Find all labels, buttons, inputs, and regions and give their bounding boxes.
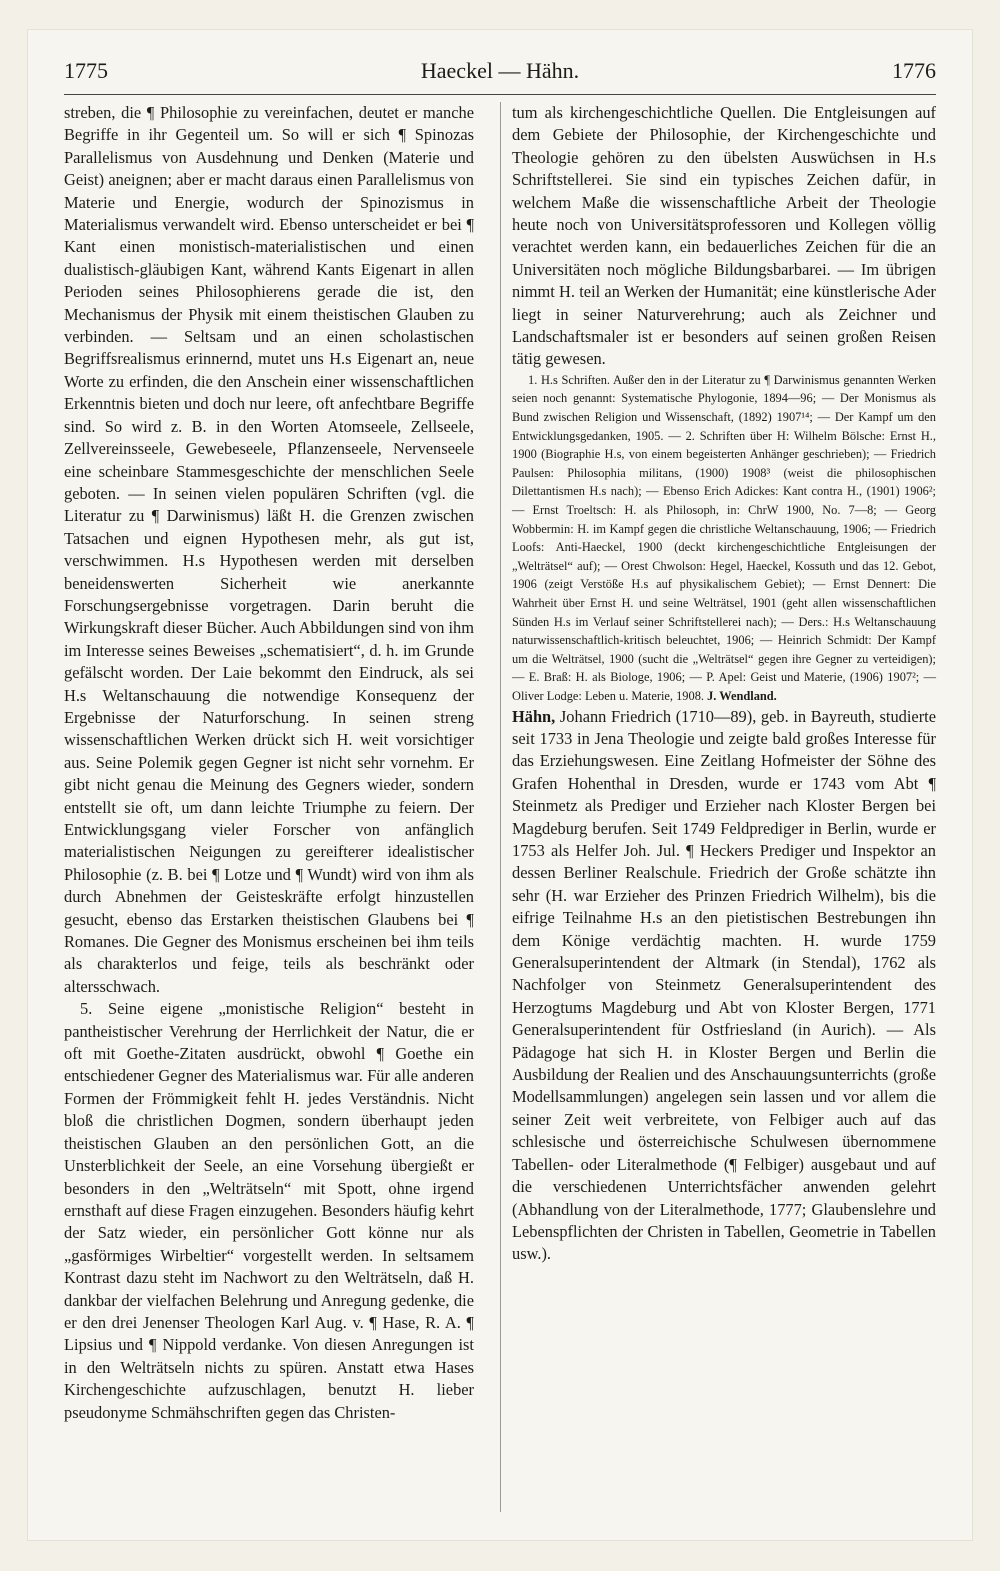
running-title: Haeckel — Hähn.: [420, 58, 580, 83]
right-paragraph-1: tum als kirchengeschichtliche Quellen. Die Entgleisungen auf dem Gebiete der Philosophie, der Kirchengeschichte und Theologie gehören zu den übelsten Auswüchsen in H.s Schriftstellerei. Sie sind ein typisches Zeichen dafür, in welchem Maße die wissenschaftliche Arbeit der Theologie heute noch von Universitätsprofessoren und Kollegen völlig verachtet werden kann, ein bedauerliches Zeichen für die an Universitäten noch mögliche Bildungsbarbarei. — Im übrigen nimmt H. teil an Werken der Humanität; eine künstlerische Ader liegt in seiner Naturverehrung; auch als Zeichner und Landschaftsmaler ist er besonders auf seinen großen Reisen tätig gewesen.: [512, 103, 936, 369]
entry-headword: Hähn,: [512, 706, 556, 726]
page-header: [64, 58, 936, 98]
page-number-right: 1776: [892, 58, 936, 83]
header-rule: [64, 94, 936, 95]
literature-section: [512, 371, 936, 706]
document-page: [28, 30, 972, 1540]
entry-haehn: [512, 706, 936, 1266]
page-number-left: 1775: [64, 58, 108, 83]
left-column: [64, 102, 474, 1424]
entry-text: Johann Friedrich (1710—89), geb. in Bayreuth, studierte seit 1733 in Jena Theologie und zeigte bald großes Interesse für das Erziehungswesen. Eine Zeitlang Hofmeister der Söhne des Grafen Hohenthal in Dresden, wurde er 1743 vom Abt ¶ Steinmetz als Prediger und Erzieher nach Kloster Bergen bei Magdeburg berufen. Seit 1749 Feldprediger in Berlin, wurde er 1753 als Helfer Joh. Jul. ¶ Heckers Prediger und Inspektor an dessen Berliner Realschule. Friedrich der Große schätzte ihn sehr (H. war Erzieher des Prinzen Friedrich Wilhelm), bis die eifrige Teilnahme H.s an den pietistischen Bestrebungen ihn dem Könige verdächtig machten. H. wurde 1759 Generalsuperintendent der Altmark (in Stendal), 1762 als Nachfolger von Steinmetz Generalsuperintendent des Herzogtums Magdeburg und Abt von Kloster Bergen, 1771 Generalsuperintendent für Ostfriesland (in Aurich). — Als Pädagoge hat sich H. in Kloster Bergen und Berlin die Ausbildung der Realien und des Anschauungsunterrichts (große Modellsammlungen) angelegen sein lassen und vor allem die seiner Zeit weit verbreitete, von Felbiger auch auf das schlesische und österreichische Schulwesen übernommene Tabellen- oder Literalmethode (¶ Felbiger) ausgebaut und auf die verschiedenen Unterrichtsfächer anwenden gelehrt (Abhandlung von der Literalmethode, 1777; Glaubenslehre und Lebenspflichten der Christen in Tabellen, Geometrie in Tabellen usw.).: [512, 706, 936, 1264]
author-signature: J. Wendland.: [707, 688, 777, 703]
literature-text: 1. H.s Schriften. Außer den in der Literatur zu ¶ Darwinismus genannten Werken seien noch genannt: Systematische Phylogonie, 1894—96; — Der Monismus als Bund zwischen Religion und Wissenschaft, (1892) 1907¹⁴; — Der Kampf um den Entwicklungsgedanken, 1905. — 2. Schriften über H: Wilhelm Bölsche: Ernst H., 1900 (Biographie H.s, von einem begeisterten Anhänger geschrieben); — Friedrich Paulsen: Philosophia militans, (1900) 1908³ (weist die philosophischen Dilettantismen H.s nach); — Ebenso Erich Adickes: Kant contra H., (1901) 1906²; — Ernst Troeltsch: H. als Philosoph, in: ChrW 1900, No. 7—8; — Georg Wobbermin: H. im Kampf gegen die christliche Weltanschauung, 1906; — Friedrich Loofs: Anti-Haeckel, 1900 (deckt kirchengeschichtliche Entgleisungen der „Welträtsel“ auf); — Orest Chwolson: Hegel, Haeckel, Kossuth und das 12. Gebot, 1906 (zeigt Verstöße H.s auf physikalischem Gebiet); — Ernst Dennert: Die Wahrheit über Ernst H. und seine Welträtsel, 1901 (geht allen wissenschaftlichen Sünden H.s im Verlauf seiner Schriftstellerei nach); — Ders.: H.s Weltanschauung naturwissenschaftlich-kritisch beleuchtet, 1906; — Heinrich Schmidt: Der Kampf um die Welträtsel, 1900 (sucht die „Welträtsel“ gegen ihre Gegner zu verteidigen); — E. Braß: H. als Biologe, 1906; — P. Apel: Geist und Materie, (1906) 1907²; — Oliver Lodge: Leben u. Materie, 1908.: [512, 372, 936, 703]
column-divider: [500, 102, 501, 1512]
left-paragraph-1: streben, die ¶ Philosophie zu vereinfachen, deutet er manche Begriffe in ihr Gegenteil um. So will er sich ¶ Spinozas Parallelismus von Ausdehnung und Denken (Materie und Geist) aneignen; aber er macht daraus einen Parallelismus von Materie und Energie, wodurch der Spinozismus in Materialismus verwandelt wird. Ebenso unterscheidet er bei ¶ Kant einen monistisch-materialistischen und einen dualistisch-gläubigen Kant, während Kants Eigenart in allen Perioden seines Philosophierens gerade die ist, den Mechanismus der Physik mit einem theistischen Glauben zu verbinden. — Seltsam und an einen scholastischen Begriffsrealismus erinnernd, mutet uns H.s Eigenart an, neue Worte zu erfinden, die den Anschein einer wissenschaftlichen Erkenntnis bieten und doch nur leere, oft anfechtbare Begriffe sind. So wird z. B. in den Worten Atomseele, Zellseele, Zellvereinsseele, Gewebeseele, Pflanzenseele, Nervenseele eine scheinbare Stammesgeschichte der menschlichen Seele geboten. — In seinen vielen populären Schriften (vgl. die Literatur zu ¶ Darwinismus) läßt H. die Grenzen zwischen Tatsachen und eignen Hypothesen mehr, als gut ist, verschwimmen. H.s Hypothesen werden mit derselben beneidenswerten Sicherheit wie anerkannte Forschungsergebnisse vorgetragen. Darin beruht die Wirkungskraft dieser Bücher. Auch Abbildungen sind von ihm im Interesse seines Beweises „schematisiert“, d. h. im Grunde gefälscht worden. Der Laie bekommt den Eindruck, als sei H.s Weltanschauung die notwendige Konsequenz der Ergebnisse der Naturforschung. In seinen streng wissenschaftlichen Werken drückt sich H. weit vorsichtiger aus. Seine Polemik gegen Gegner ist nicht sehr vornehm. Er gibt nicht genau die Meinung des Gegners wieder, sondern entstellt sie oft, um dann leichte Triumphe zu feiern. Der Entwicklungsgang vieler Forscher von anfänglich materialistischen Neigungen zu gereifterer idealistischer Philosophie (z. B. bei ¶ Lotze und ¶ Wundt) wird von ihm als durch Abnehmen der Geisteskräfte erfolgt hinzustellen gesucht, ebenso das Erstarken theistischen Glaubens bei ¶ Romanes. Die Gegner des Monismus erscheinen bei ihm teils als charakterlos und feige, teils als beschränkt oder altersschwach.: [64, 103, 474, 996]
right-column: [512, 102, 936, 1266]
left-paragraph-2: 5. Seine eigene „monistische Religion“ besteht in pantheistischer Verehrung der Herrlichkeit der Natur, die er oft mit Goethe-Zitaten ausdrückt, obwohl ¶ Goethe ein entschiedener Gegner des Materialismus war. Für alle anderen Formen der Frömmigkeit fehlt H. jedes Verständnis. Nicht bloß die christlichen Dogmen, sondern überhaupt jeden theistischen Glauben an den persönlichen Gott, an die Unsterblichkeit der Seele, an eine Vorsehung übergießt er besonders in den „Welträtseln“ mit Spott, ohne irgend ernsthaft auf diese Fragen einzugehen. Besonders häufig kehrt der Satz wieder, ein persönlicher Gott könne nur als „gasförmiges Wirbeltier“ vorgestellt werden. In seltsamem Kontrast dazu steht im Nachwort zu den Welträtseln, daß H. dankbar der vielfachen Belehrung und Anregung gedenke, die er den drei Jenenser Theologen Karl Aug. v. ¶ Hase, R. A. ¶ Lipsius und ¶ Nippold verdanke. Von diesen Anregungen ist in den Welträtseln nichts zu spüren. Anstatt etwa Hases Kirchengeschichte aufzuschlagen, benutzt H. lieber pseudonyme Schmähschriften gegen das Christen-: [64, 999, 474, 1422]
